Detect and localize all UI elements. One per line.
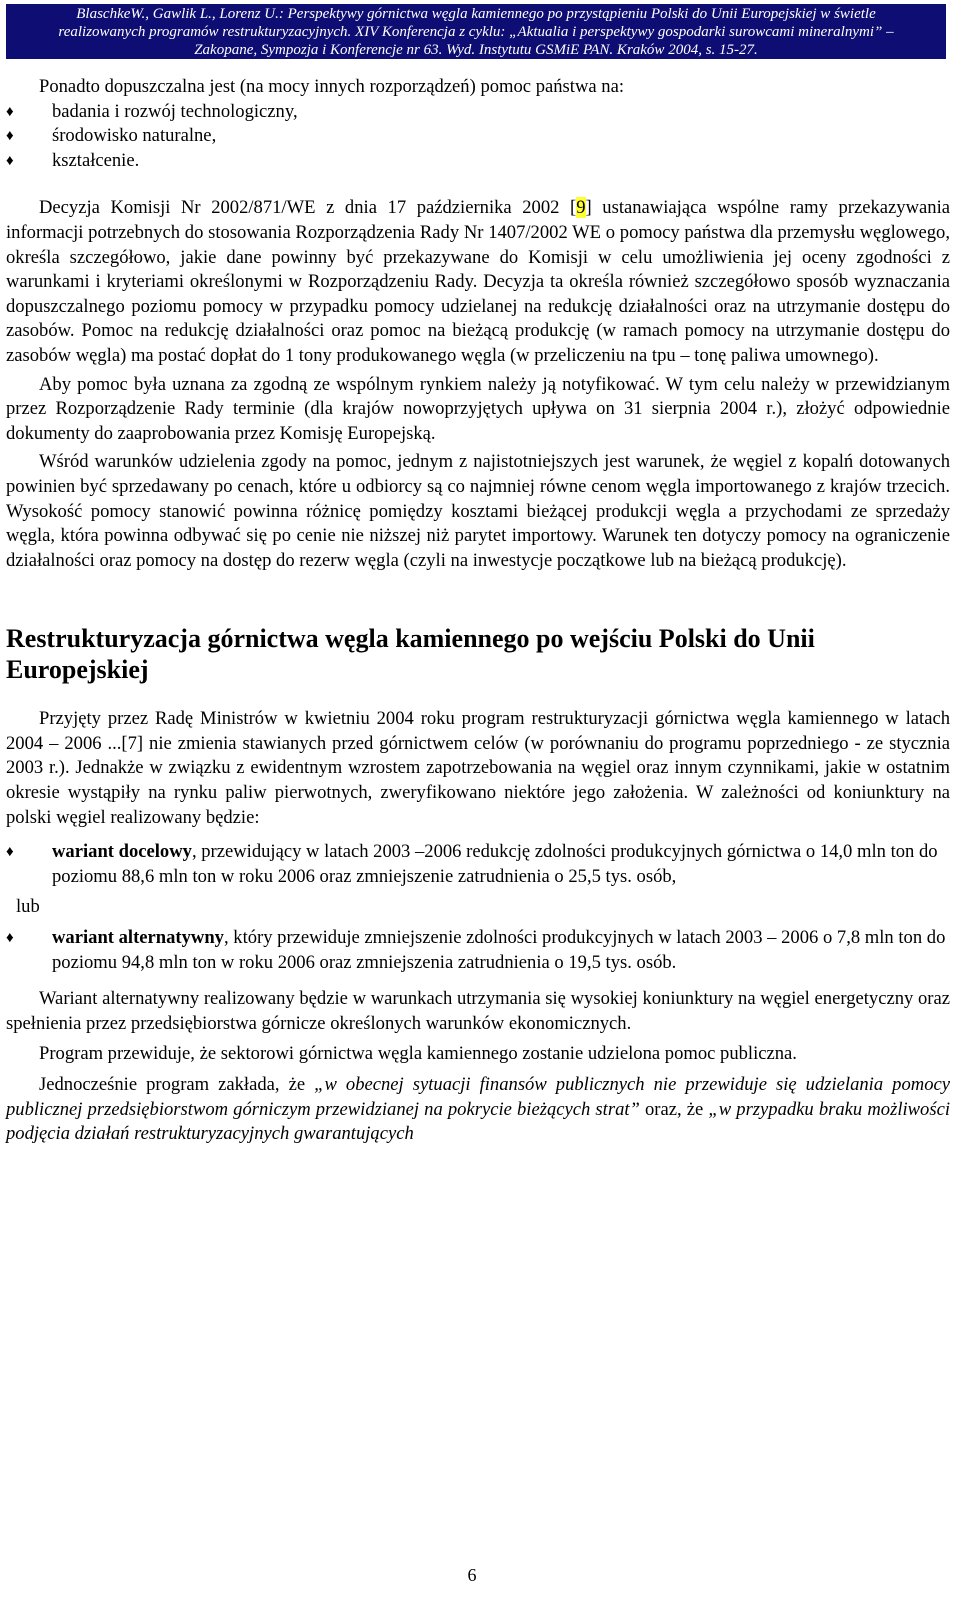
list-item: ♦ badania i rozwój technologiczny,	[6, 100, 950, 125]
citation-header	[6, 4, 946, 59]
or-separator: lub	[16, 896, 40, 918]
list-item-variant-target: ♦ wariant docelowy, przewidujący w latach 2003 –2006 redukcję zdolności produkcyjnych górnictwa o 14,0 mln ton do poziomu 88,6 mln ton w roku 2006 oraz zmniejszenie zatrudnienia o 25,5 tys. osób,	[6, 840, 950, 889]
paragraph-program: Przyjęty przez Radę Ministrów w kwietniu 2004 roku program restrukturyzacji górnictwa węgla kamiennego w latach 2004 – 2006 ...[7] nie zmienia stawianych przed górnictwem celów (w porównaniu do programu poprzedniego - ze stycznia 2003 r.). Jednakże w związku z ewidentnym wzrostem zapotrzebowania na węgiel oraz innym czynnikami, jakie w ostatnim okresie wystąpiły na rynku paliw pierwotnych, zweryfikowano niektóre jego założenia. W zależności od koniunktury na polski węgiel realizowany będzie:	[6, 708, 951, 828]
variant-list-2	[6, 926, 950, 975]
list-item: ♦ kształcenie.	[6, 149, 950, 174]
header-line-3: Zakopane, Sympozja i Konferencje nr 63. Wyd. Instytutu GSMiE PAN. Kraków 2004, s. 15-27.	[194, 42, 758, 58]
paragraph-assumptions: Jednocześnie program zakłada, że „w obecnej sytuacji finansów publicznych nie przewiduje się udzielania pomocy publicznej przedsiębiorstwom górniczym przewidzianej na pokrycie bieżących strat” oraz, że „w przypadku braku możliwości podjęcia działań restrukturyzacyjnych gwarantujących	[6, 1074, 950, 1145]
reference-link[interactable]: 9	[576, 197, 586, 219]
intro-paragraph: Ponadto dopuszczalna jest (na mocy innych rozporządzeń) pomoc państwa na:	[39, 76, 624, 97]
reference-link[interactable]: [7]	[121, 732, 144, 754]
list-item-variant-alternative: ♦ wariant alternatywny, który przewiduje zmniejszenie zdolności produkcyjnych w latach 2003 – 2006 o 7,8 mln ton do poziomu 94,8 mln ton w roku 2006 oraz zmniejszenia zatrudnienia o 19,5 tys. osób.	[6, 926, 950, 975]
section-heading: Restrukturyzacja górnictwa węgla kamiennego po wejściu Polski do Unii Europejskiej	[6, 624, 815, 685]
header-line-2: realizowanych programów restrukturyzacyjnych. XIV Konferencja z cyklu: „Aktualia i perspektywy gospodarki surowcami mineralnymi” –	[58, 24, 894, 40]
paragraph-alternative: Wariant alternatywny realizowany będzie w warunkach utrzymania się wysokiej koniunktury na węgiel energetyczny oraz spełnienia przez przedsiębiorstwa górnicze określonych warunków ekonomicznych.	[6, 988, 950, 1034]
list-item: ♦ środowisko naturalne,	[6, 124, 950, 149]
header-line-1: BlaschkeW., Gawlik L., Lorenz U.: Perspektywy górnictwa węgla kamiennego po przystąpieniu Polski do Unii Europejskiej w świetle	[76, 6, 876, 22]
variant-list	[6, 840, 950, 889]
document-body	[6, 75, 950, 1147]
paragraph-notification: Aby pomoc była uznana za zgodną ze wspólnym rynkiem należy ją notyfikować. W tym celu należy w przewidzianym przez Rozporządzenie Rady terminie (dla krajów nowoprzyjętych upływa on 31 sierpnia 2004 r.), złożyć odpowiednie dokumenty do zaaprobowania przez Komisję Europejską.	[6, 373, 950, 444]
aid-list	[6, 100, 950, 174]
page-number: 6	[467, 1565, 477, 1585]
paragraph-public-aid: Program przewiduje, że sektorowi górnictwa węgla kamiennego zostanie udzielona pomoc publiczna.	[39, 1043, 797, 1065]
paragraph-decision: Decyzja Komisji Nr 2002/871/WE z dnia 17 października 2002 [9] ustanawiająca wspólne ramy przekazywania informacji potrzebnych do stosowania Rozporządzenia Rady Nr 1407/2002 WE o pomocy państwa dla przemysłu węglowego, określa szczegółowo, jakie dane powinny być przekazywane do Komisji w celu umożliwienia jej oceny zgodności z warunkami i kryteriami określonymi w Rozporządzeniu Rady. Decyzja ta określa również szczegółowo sposób wyznaczania dopuszczalnego poziomu pomocy w przypadku pomocy udzielanej na redukcję działalności oraz na utrzymanie dostępu do zasobów. Pomoc na redukcję działalności oraz pomoc na bieżącą produkcję (w ramach pomocy na utrzymanie dostępu do zasobów węgla) ma postać dopłat do 1 tony produkowanego węgla (w przeliczeniu na tpu – tonę paliwa umownego).	[6, 197, 950, 366]
paragraph-conditions: Wśród warunków udzielenia zgody na pomoc, jednym z najistotniejszych jest warunek, że węgiel z kopalń dotowanych powinien być sprzedawany po cenach, które u odbiorcy są co najmniej równe cenom węgla importowanego z krajów trzecich. Wysokość pomocy stanowić powinna różnicę pomiędzy kosztami bieżącej produkcji węgla a przychodami ze sprzedaży węgla, która powinna odbywać się po cenie nie niższej niż parytet importowy. Warunek ten dotyczy pomocy na ograniczenie działalności oraz pomocy na dostęp do rezerw węgla (czyli na inwestycje początkowe lub na bieżącą produkcję).	[6, 451, 950, 571]
